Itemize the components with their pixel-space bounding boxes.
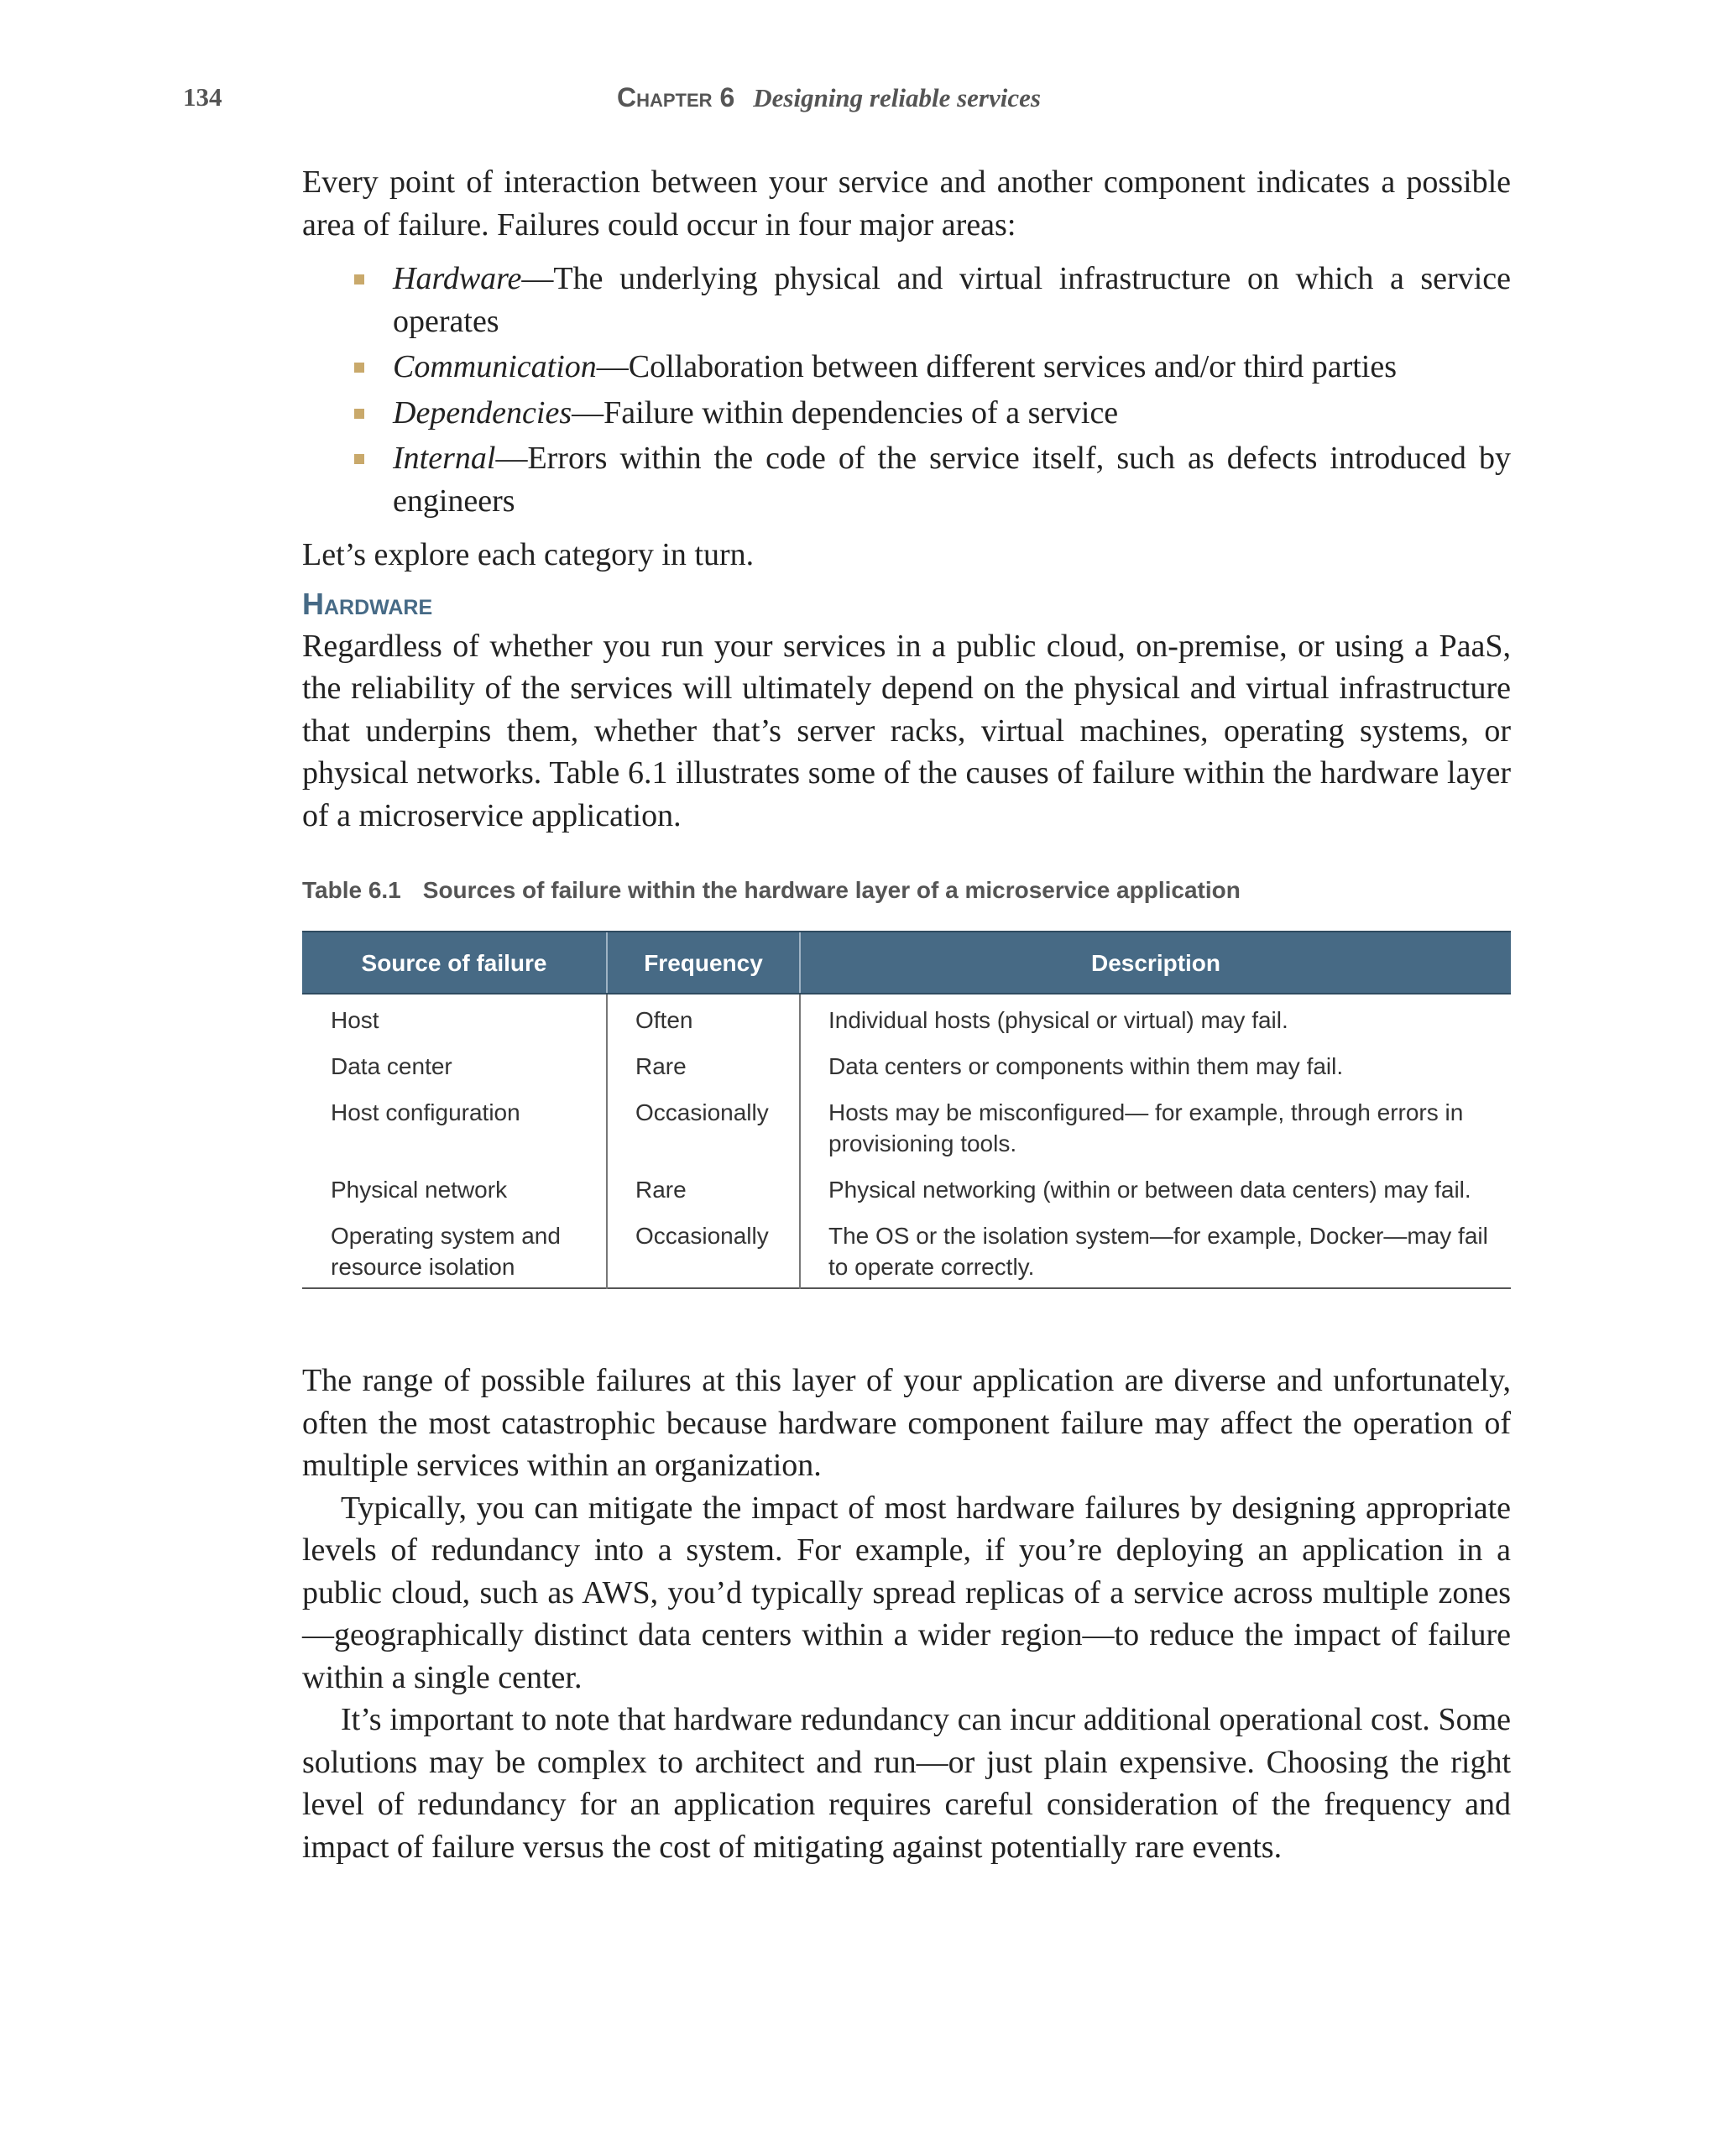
chapter-title: Designing reliable services [753,83,1041,112]
em-dash: — [572,394,604,431]
closing-paragraph: The range of possible failures at this layer of your application are diverse and unfortunately, often the most catastrophic because hardware component failure may affect the operation of multiple services within an organization. [302,1363,1511,1483]
running-head [617,82,1041,113]
table-cell: Rare [607,1044,800,1090]
page-content [302,161,1511,1868]
chapter-label: Chapter 6 [617,82,735,112]
list-item-term: Communication [393,349,597,384]
table-row [302,1090,1511,1167]
table-row [302,994,1511,1044]
list-item-text: Errors within the code of the service itself, such as defects introduced by engineers [393,441,1511,519]
table-cell: Physical network [331,1177,508,1203]
table-header-row [302,932,1511,994]
square-bullet-icon [354,363,364,373]
list-item [393,258,1511,342]
list-item-text: Failure within dependencies of a service [603,394,1119,431]
em-dash: — [521,261,554,296]
column-header: Source of failure [302,932,607,994]
page-number: 134 [183,82,222,112]
failure-sources-table [302,931,1511,1289]
table-cell: Rare [607,1167,800,1214]
em-dash: — [596,349,629,384]
list-item-text: The underlying physical and virtual infrastructure on which a service operates [393,261,1511,339]
list-item-term: Hardware [393,261,522,296]
section-heading: Hardware [302,586,433,621]
closing-paragraph: It’s important to note that hardware redundancy can incur additional operational cost. Some solutions may be complex to architect and run—or just plain expensive. Choosing the right level of redundancy for an application requires careful consideration of the frequency and impact of failure versus the cost of mitigating against potentially rare events. [302,1702,1511,1865]
square-bullet-icon [354,274,364,285]
table-row [302,1044,1511,1090]
list-item-term: Dependencies [393,394,572,431]
table-cell: Host configuration [331,1099,520,1125]
table-cell: Data center [331,1053,452,1079]
table-cell: Individual hosts (physical or virtual) may fail. [800,994,1511,1044]
table-row [302,1214,1511,1288]
explore-paragraph: Let’s explore each category in turn. [302,537,755,572]
list-item-term: Internal [393,441,496,476]
table-cell: Data centers or components within them may fail. [800,1044,1511,1090]
table-caption [302,875,1511,906]
em-dash: — [495,441,528,476]
table-cell: Physical networking (within or between data centers) may fail. [800,1167,1511,1214]
table-cell: Often [607,994,800,1044]
list-item [393,437,1511,522]
table-cell: Hosts may be misconfigured— for example, through errors in provisioning tools. [800,1090,1511,1167]
closing-paragraph: Typically, you can mitigate the impact of most hardware failures by designing appropriate levels of redundancy into a system. For example, if you’re deploying an application in a public cloud, such as AWS, you’d typically spread replicas of a service across multiple zones—geographically distinct data centers within a wider region—to reduce the impact of failure within a single center. [302,1490,1511,1695]
square-bullet-icon [354,409,364,419]
table-caption-number: Table 6.1 [302,877,401,903]
list-item-text: Collaboration between different services and/or third parties [628,349,1397,384]
list-item [393,346,1511,389]
table-row [302,1167,1511,1214]
failure-areas-list [302,258,1511,522]
column-header: Frequency [607,932,800,994]
table-cell: Occasionally [607,1214,800,1288]
column-header: Description [800,932,1511,994]
hardware-paragraph: Regardless of whether you run your services in a public cloud, on-premise, or using a PaaS, the reliability of the services will ultimately depend on the physical and virtual infrastructure that underpins them, whether that’s server racks, virtual machines, operating systems, or physical networks. Table 6.1 illustrates some of the causes of failure within the hardware layer of a microservice application. [302,628,1511,833]
list-item [393,392,1511,435]
table-cell: Operating system and resource isolation [331,1223,561,1280]
table-caption-text: Sources of failure within the hardware layer of a microservice application [422,877,1241,903]
square-bullet-icon [354,454,364,464]
table-cell: Occasionally [607,1090,800,1167]
table-cell: The OS or the isolation system—for example, Docker—may fail to operate correctly. [800,1214,1511,1288]
intro-paragraph: Every point of interaction between your service and another component indicates a possible area of failure. Failures could occur in four major areas: [302,164,1511,243]
table-cell: Host [331,1007,379,1033]
